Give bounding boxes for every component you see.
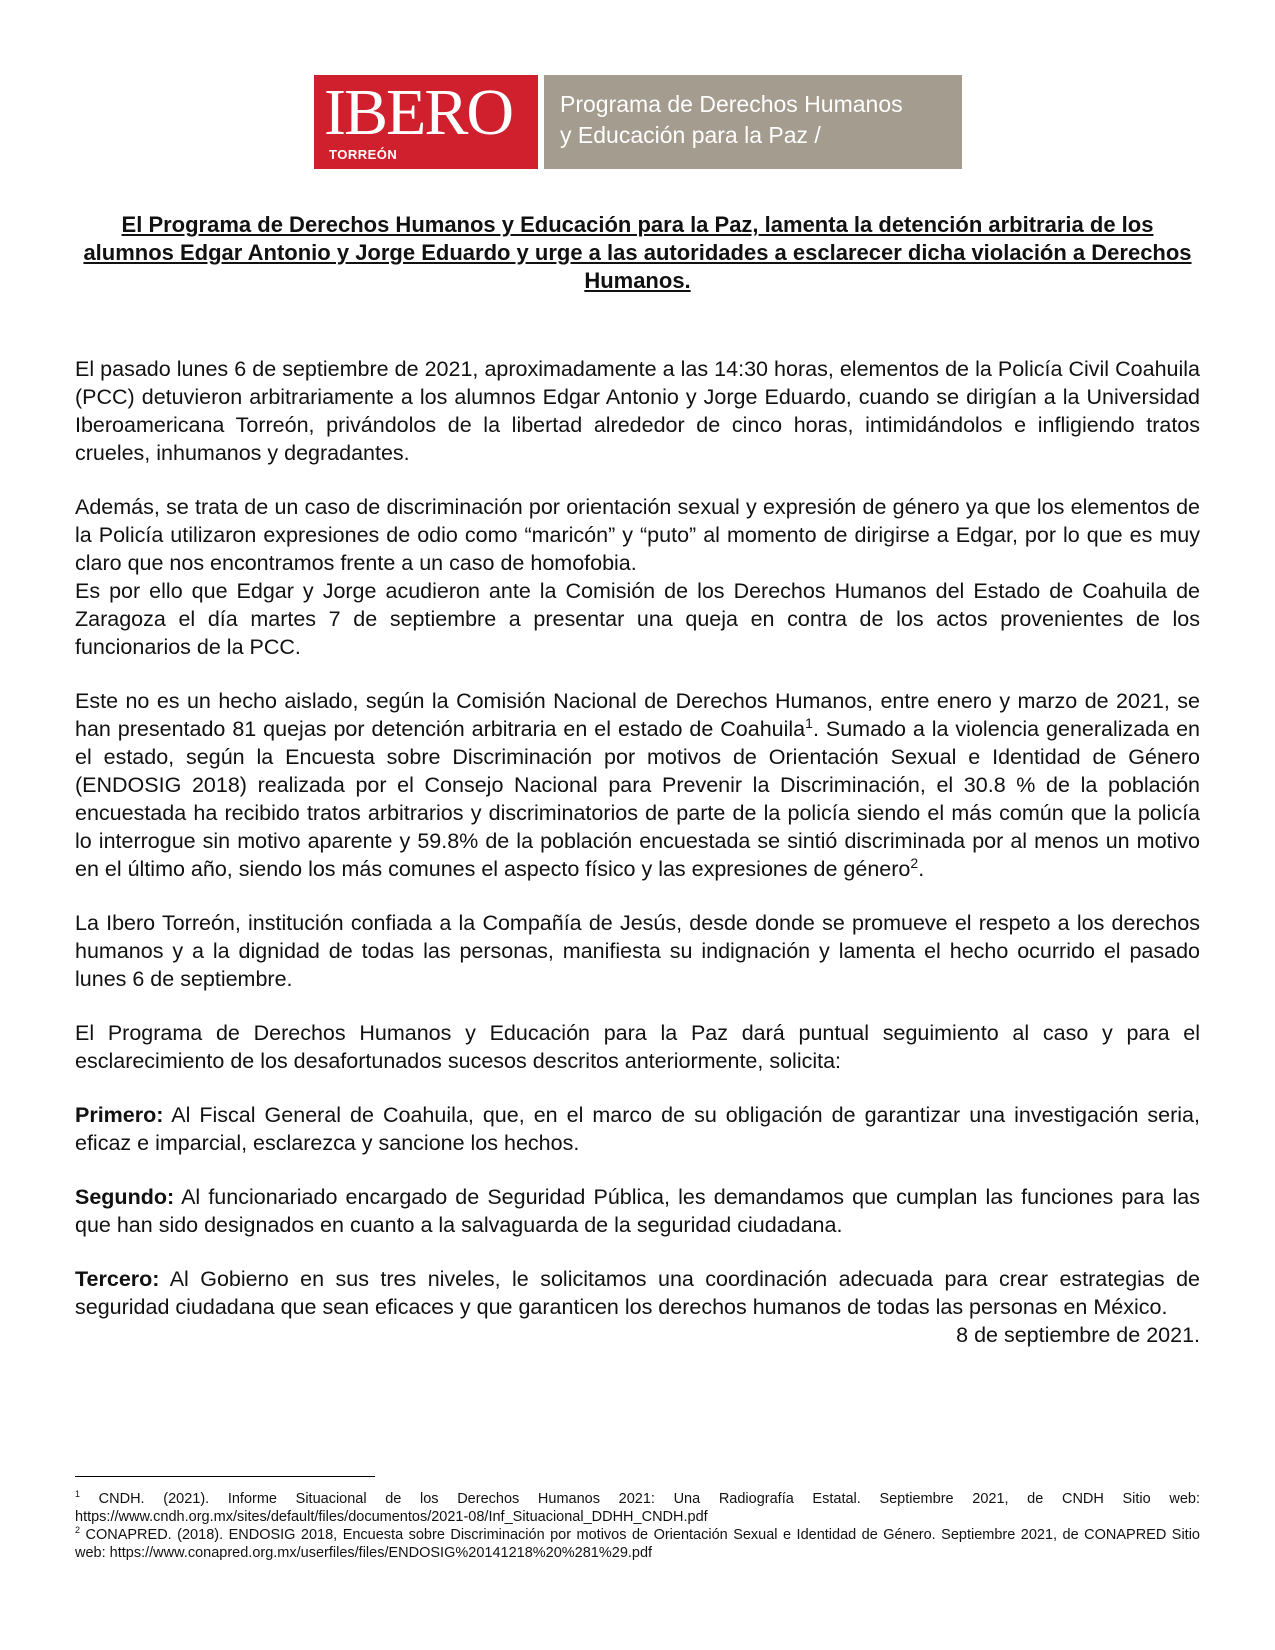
paragraph-4 <box>75 687 1200 883</box>
document-body <box>75 355 1200 1375</box>
footnote-2-text: CONAPRED. (2018). ENDOSIG 2018, Encuesta sobre Discriminación por motivos de Orientación Sexual e Identidad de Género. Septiembre 2021, de CONAPRED Sitio web: https://www.conapred.org.mx/userfiles/files/ENDOSIG%20141218%20%281%29.pdf <box>75 1527 1200 1561</box>
request-primero <box>75 1101 1200 1157</box>
footnote-2-number: 2 <box>75 1525 81 1536</box>
paragraph-2: Además, se trata de un caso de discriminación por orientación sexual y expresión de género ya que los elementos de la Policía utilizaron expresiones de odio como “maricón” y “puto” al momento de dirigirse a Edgar, por lo que es muy claro que nos encontramos frente a un caso de homofobia. <box>75 495 1200 575</box>
logo-red-block <box>314 75 538 169</box>
footnote-1 <box>75 1490 1200 1526</box>
footnote-1-number: 1 <box>75 1489 81 1500</box>
paragraph-3: Es por ello que Edgar y Jorge acudieron ante la Comisión de los Derechos Humanos del Estado de Coahuila de Zaragoza el día martes 7 de septiembre a presentar una queja en contra de los actos provenientes de los funcionarios de la PCC. <box>75 579 1200 659</box>
footnote-ref-2: 2 <box>910 854 919 871</box>
footnote-2 <box>75 1526 1200 1562</box>
request-segundo-text: Al funcionariado encargado de Seguridad Pública, les demandamos que cumplan las funciones para las que han sido designados en cuanto a la salvaguarda de la seguridad ciudadana. <box>75 1185 1200 1237</box>
footnote-ref-1: 1 <box>805 714 813 731</box>
paragraph-4-part-c: . <box>918 857 925 881</box>
program-name-line2: y Educación para la Paz / <box>560 122 821 148</box>
program-name-block <box>544 75 962 169</box>
request-segundo <box>75 1183 1200 1239</box>
footnote-separator <box>75 1476 375 1477</box>
paragraph-4-part-b: . Sumado a la violencia generalizada en el estado, según la Encuesta sobre Discriminación por motivos de Orientación Sexual e Identidad de Género (ENDOSIG 2018) realizada por el Consejo Nacional para Prevenir la Discriminación, el 30.8 % de la población encuestada ha recibido tratos arbitrarios y discriminatorios de parte de la policía siendo el más común que la policía lo interrogue sin motivo aparente y 59.8% de la población encuestada se sintió discriminada por al menos un motivo en el último año, siendo los más comunes el aspecto físico y las expresiones de género <box>75 717 1201 881</box>
footnote-1-text: CNDH. (2021). Informe Situacional de los Derechos Humanos 2021: Una Radiografía Estatal. Septiembre 2021, de CNDH Sitio web: https://www.cndh.org.mx/sites/default/files/documentos/2021-08/Inf_Situacional_DDHH_CNDH.pdf <box>75 1491 1200 1525</box>
request-primero-text: Al Fiscal General de Coahuila, que, en el marco de su obligación de garantizar una investigación seria, eficaz e imparcial, esclarezca y sancione los hechos. <box>75 1103 1200 1155</box>
request-tercero <box>75 1265 1200 1321</box>
paragraph-1: El pasado lunes 6 de septiembre de 2021, aproximadamente a las 14:30 horas, elementos de la Policía Civil Coahuila (PCC) detuvieron arbitrariamente a los alumnos Edgar Antonio y Jorge Eduardo, cuando se dirigían a la Universidad Iberoamericana Torreón, privándolos de la libertad alrededor de cinco horas, intimidándolos e infligiendo tratos crueles, inhumanos y degradantes. <box>75 357 1200 465</box>
paragraph-5: La Ibero Torreón, institución confiada a la Compañía de Jesús, desde donde se promueve el respeto a los derechos humanos y a la dignidad de todas las personas, manifiesta su indignación y lamenta el hecho ocurrido el pasado lunes 6 de septiembre. <box>75 911 1200 991</box>
logo-wordmark: IBERO <box>324 76 512 149</box>
ibero-logo <box>314 75 962 169</box>
request-primero-label: Primero: <box>75 1103 164 1127</box>
paragraph-6: El Programa de Derechos Humanos y Educación para la Paz dará puntual seguimiento al caso y para el esclarecimiento de los desafortunados sucesos descritos anteriormente, solicita: <box>75 1021 1200 1073</box>
request-segundo-label: Segundo: <box>75 1185 175 1209</box>
logo-campus: TORREÓN <box>329 147 398 162</box>
document-title: El Programa de Derechos Humanos y Educación para la Paz, lamenta la detención arbitraria de los alumnos Edgar Antonio y Jorge Eduardo y urge a las autoridades a esclarecer dicha violación a Derechos Humanos. <box>83 212 1192 293</box>
program-name-line1: Programa de Derechos Humanos <box>560 91 903 117</box>
paragraph-4-part-a: Este no es un hecho aislado, según la Comisión Nacional de Derechos Humanos, entre enero y marzo de 2021, se han presentado 81 quejas por detención arbitraria en el estado de Coahuila <box>75 689 1200 741</box>
footnotes <box>75 1490 1200 1562</box>
request-tercero-label: Tercero: <box>75 1267 160 1291</box>
request-tercero-text: Al Gobierno en sus tres niveles, le solicitamos una coordinación adecuada para crear estrategias de seguridad ciudadana que sean eficaces y que garanticen los derechos humanos de todas las personas en México. <box>75 1267 1200 1319</box>
document-date: 8 de septiembre de 2021. <box>956 1323 1200 1347</box>
